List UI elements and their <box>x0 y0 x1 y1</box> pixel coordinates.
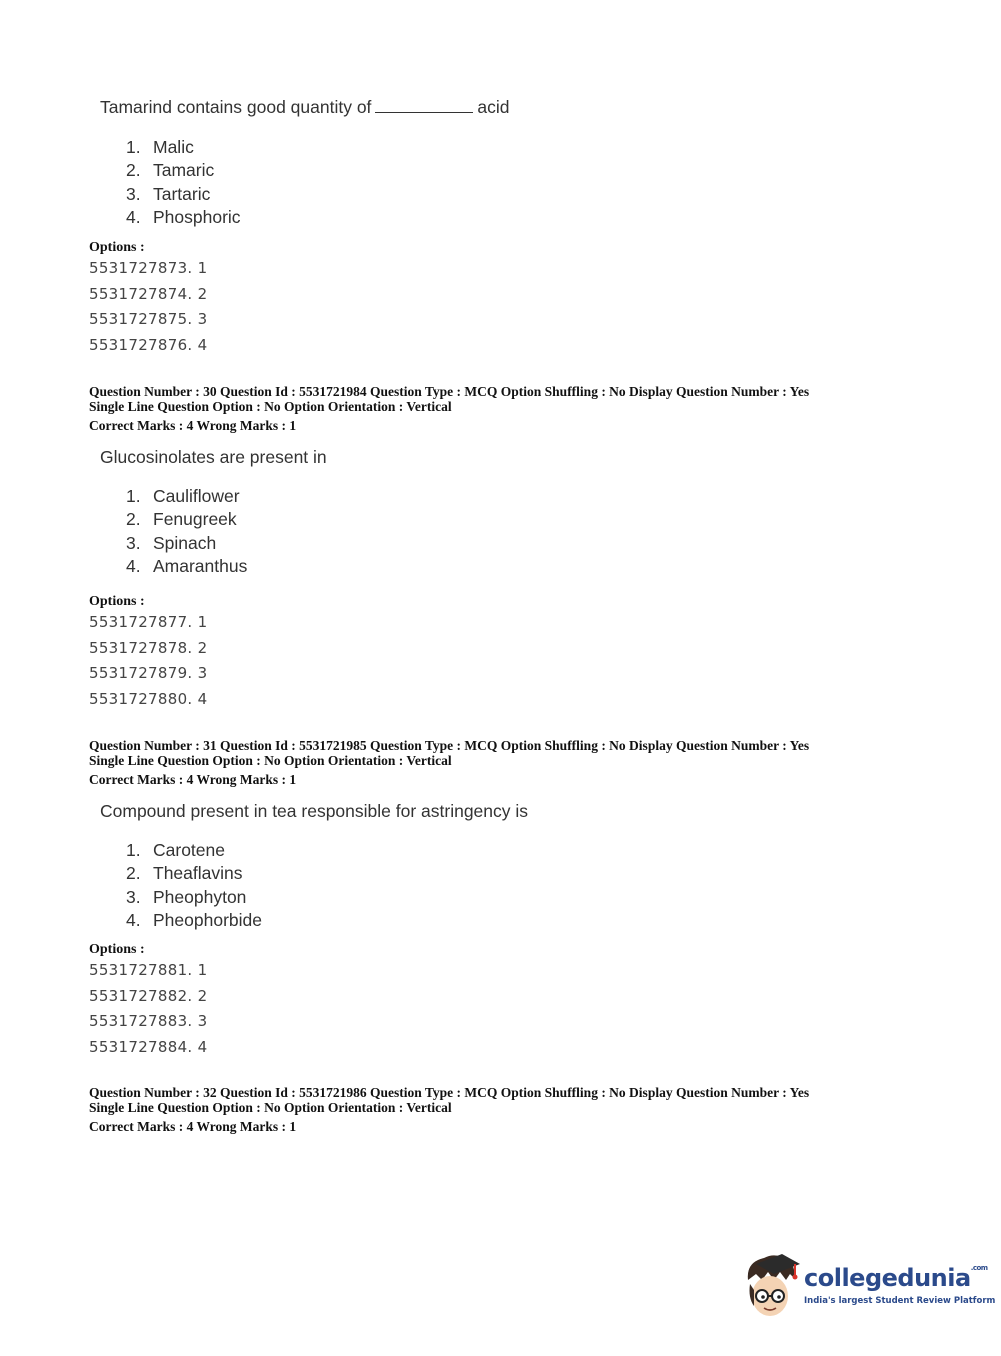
options-label: Options : <box>89 942 145 957</box>
marks-line: Correct Marks : 4 Wrong Marks : 1 <box>89 772 297 787</box>
option-item: 5531727878. 2 <box>89 638 208 657</box>
option-item: 5531727883. 3 <box>89 1012 208 1030</box>
meta-line: Single Line Question Option : No Option Orientation : Vertical <box>89 398 452 414</box>
meta-line: Question Number : 32 Question Id : 5531721986 Question Type : MCQ Option Shuffling : No Display Question Number : Yes <box>89 1085 810 1100</box>
question-30-options <box>89 610 207 712</box>
meta-line: Single Line Question Option : No Option Orientation : Vertical <box>89 1099 452 1115</box>
question-29-options <box>89 256 207 358</box>
logo-suffix: .com <box>970 1264 988 1272</box>
meta-line: Question Number : 31 Question Id : 5531721985 Question Type : MCQ Option Shuffling : No Display Question Number : Yes <box>89 738 810 753</box>
marks-line: Correct Marks : 4 Wrong Marks : 1 <box>89 418 297 433</box>
choice-item: 4. Pheophorbide <box>126 909 262 930</box>
choice-item: 4. Phosphoric <box>126 206 241 227</box>
question-29-text <box>100 97 510 118</box>
choice-item: 3. Tartaric <box>126 183 211 204</box>
question-32-meta <box>89 1086 919 1135</box>
fill-in-blank <box>375 98 473 113</box>
choice-item: 1. Carotene <box>126 840 225 860</box>
option-item: 5531727876. 4 <box>89 335 208 354</box>
option-item: 5531727884. 4 <box>89 1037 208 1056</box>
option-item: 5531727875. 3 <box>89 310 208 328</box>
choice-item: 3. Pheophyton <box>126 886 247 907</box>
option-item: 5531727874. 2 <box>89 284 208 303</box>
question-30-choices <box>126 485 247 578</box>
options-label: Options : <box>89 594 145 609</box>
student-mascot-icon <box>742 1250 804 1322</box>
question-31-choices <box>126 839 262 932</box>
choice-item: 3. Spinach <box>126 532 217 553</box>
meta-line: Single Line Question Option : No Option Orientation : Vertical <box>89 752 452 768</box>
choice-item: 1. Cauliflower <box>126 486 240 506</box>
marks-line: Correct Marks : 4 Wrong Marks : 1 <box>89 1119 297 1134</box>
question-30-meta <box>89 385 919 434</box>
logo-wordmark: collegedunia$^{.com}$ <box>804 1264 988 1292</box>
choice-item: 4. Amaranthus <box>126 555 248 576</box>
choice-item: 1. Malic <box>126 137 194 157</box>
choice-item: 2. Fenugreek <box>126 509 237 530</box>
choice-item: 2. Tamaric <box>126 160 215 181</box>
option-item: 5531727877. 1 <box>89 613 208 631</box>
question-31-meta <box>89 739 919 788</box>
option-item: 5531727881. 1 <box>89 961 208 979</box>
collegedunia-logo[interactable] <box>742 1250 996 1322</box>
question-29-text-after: acid <box>477 97 510 117</box>
option-item: 5531727879. 3 <box>89 664 208 682</box>
question-29-text-before: Tamarind contains good quantity of <box>100 97 372 117</box>
options-label: Options : <box>89 240 145 255</box>
question-31-options <box>89 958 207 1060</box>
choice-item: 2. Theaflavins <box>126 863 243 884</box>
question-30-text: Glucosinolates are present in <box>100 447 327 467</box>
option-item: 5531727880. 4 <box>89 689 208 708</box>
meta-line: Question Number : 30 Question Id : 5531721984 Question Type : MCQ Option Shuffling : No Display Question Number : Yes <box>89 384 810 399</box>
question-29-choices <box>126 136 241 229</box>
question-31-text: Compound present in tea responsible for astringency is <box>100 801 529 821</box>
option-item: 5531727873. 1 <box>89 259 208 277</box>
option-item: 5531727882. 2 <box>89 986 208 1005</box>
logo-tagline: India's largest Student Review Platform <box>804 1296 996 1306</box>
